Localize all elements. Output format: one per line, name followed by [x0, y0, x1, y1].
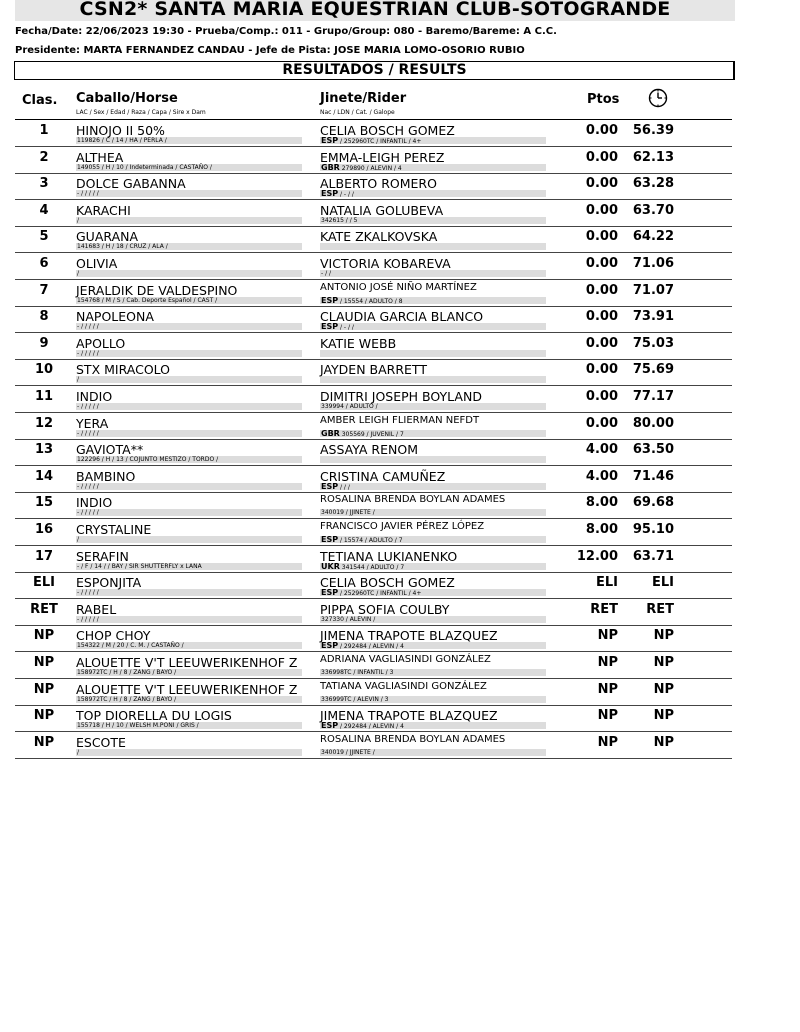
rider-detail-bar — [320, 456, 546, 463]
table-row — [0, 572, 800, 599]
horse-name: ESCOTE — [76, 734, 126, 750]
results-label: RESULTADOS / RESULTS — [282, 62, 467, 78]
horse-detail: 155718 / H / 10 / WELSH M.PONI / GRIS / — [77, 722, 199, 730]
rider-detail-bar — [320, 243, 546, 250]
time-cell: NP — [653, 681, 674, 697]
horse-detail-bar — [76, 616, 302, 623]
rank-cell: NP — [33, 655, 55, 670]
horse-detail-bar — [76, 270, 302, 277]
rider-nationality: ESP — [321, 189, 339, 199]
horse-name: GUARANA — [76, 229, 139, 245]
points-cell: 4.00 — [585, 468, 618, 484]
rank-cell: 6 — [39, 256, 49, 271]
horse-name: JERALDIK DE VALDESPINO — [76, 282, 238, 298]
horse-detail: - / / / / / — [77, 589, 99, 597]
rider-detail — [321, 164, 402, 172]
horse-detail-bar — [76, 749, 302, 756]
horse-name: DOLCE GABANNA — [76, 176, 186, 192]
table-row — [0, 519, 800, 546]
rank-cell: NP — [33, 681, 55, 697]
rider-column-header: Jinete/Rider — [320, 91, 407, 106]
points-cell: 0.00 — [585, 229, 618, 245]
time-cell: 63.70 — [632, 202, 674, 218]
rider-name: PIPPA SOFIA COULBY — [320, 601, 450, 617]
rider-detail — [321, 536, 403, 544]
points-cell: 4.00 — [585, 442, 618, 458]
rider-detail-text: 339994 / ADULTO / — [321, 403, 378, 410]
table-row — [0, 306, 800, 333]
horse-detail-bar — [76, 536, 302, 543]
horse-detail: 154322 / M / 20 / C. M. / CASTAÑO / — [77, 642, 184, 650]
rider-name: CELIA BOSCH GOMEZ — [320, 123, 455, 138]
rider-detail — [321, 217, 358, 224]
rank-cell: NP — [33, 734, 55, 750]
table-row — [0, 386, 800, 413]
horse-detail: - / / / / / — [77, 429, 99, 437]
time-cell: 95.10 — [632, 522, 674, 537]
rider-name: KATE ZKALKOVSKA — [320, 229, 438, 245]
rider-detail-text: / - / / — [338, 324, 354, 332]
rider-name: ADRIANA VAGLIASINDI GONZÁLEZ — [320, 654, 491, 665]
rank-cell: 9 — [39, 335, 49, 351]
horse-detail: - / / / / / — [77, 509, 99, 517]
horse-name: STX MIRACOLO — [76, 362, 171, 378]
rider-name: TETIANA LUKIANENKO — [320, 548, 458, 564]
rank-cell: 11 — [34, 389, 54, 404]
table-row — [0, 492, 800, 519]
points-cell: 0.00 — [585, 389, 618, 404]
rider-nationality: ESP — [321, 721, 339, 731]
points-cell: NP — [597, 628, 618, 644]
rider-detail-text: / 252960TC / INFANTIL / 4+ — [338, 590, 422, 598]
time-cell: 77.17 — [632, 389, 674, 404]
points-cell: ELI — [595, 575, 618, 591]
horse-detail: - / / / / / — [77, 323, 99, 331]
rider-detail — [321, 137, 421, 145]
time-cell: 71.07 — [632, 282, 674, 298]
horse-name: KARACHI — [76, 202, 131, 218]
horse-detail: / — [77, 270, 80, 277]
rider-detail — [321, 722, 404, 730]
horse-detail: 158972TC / H / 8 / ZANG / BAYO / — [77, 669, 177, 676]
rider-name: CELIA BOSCH GOMEZ — [320, 575, 455, 591]
rider-detail-text: / 15574 / ADULTO / 7 — [338, 537, 403, 544]
time-cell: 71.06 — [632, 256, 674, 271]
rider-name: TATIANA VAGLIASINDI GONZÁLEZ — [320, 680, 487, 692]
time-cell: 63.71 — [632, 548, 674, 564]
rider-nationality: ESP — [321, 322, 339, 332]
time-cell: ELI — [651, 575, 674, 591]
rank-cell: ELI — [32, 575, 55, 591]
points-cell: NP — [597, 708, 618, 724]
rank-cell: 16 — [34, 522, 54, 537]
rider-detail — [321, 270, 331, 277]
rider-name: JIMENA TRAPOTE BLAZQUEZ — [320, 628, 498, 644]
time-cell: 63.28 — [632, 176, 674, 192]
rider-name: ALBERTO ROMERO — [320, 176, 437, 192]
rider-detail-text: / 15554 / ADULTO / 8 — [338, 297, 403, 305]
row-divider — [15, 758, 732, 759]
points-cell: 0.00 — [585, 415, 618, 431]
table-row — [0, 173, 800, 200]
horse-name: ESPONJITA — [76, 575, 142, 591]
points-cell: 0.00 — [585, 335, 618, 351]
time-cell: RET — [646, 601, 674, 617]
table-row — [0, 226, 800, 253]
points-cell: 8.00 — [585, 522, 618, 537]
rider-nationality: ESP — [321, 535, 339, 544]
rider-detail — [321, 616, 375, 623]
rider-detail — [321, 323, 354, 331]
time-cell: 69.68 — [632, 495, 674, 511]
table-row — [0, 120, 800, 147]
table-row — [0, 679, 800, 706]
points-cell: 0.00 — [585, 309, 618, 325]
horse-name: RABEL — [76, 601, 117, 617]
horse-detail-bar — [76, 323, 302, 330]
points-cell: 0.00 — [585, 202, 618, 218]
rider-detail-bar — [320, 270, 546, 277]
horse-detail-bar — [76, 509, 302, 516]
rider-detail — [321, 669, 393, 676]
rider-detail — [321, 430, 404, 438]
horse-detail-bar — [76, 589, 302, 596]
time-cell: 80.00 — [632, 415, 674, 431]
rank-cell: 4 — [39, 202, 49, 218]
horse-name: ALTHEA — [76, 149, 124, 165]
time-cell: 73.91 — [632, 309, 674, 325]
points-cell: NP — [597, 681, 618, 697]
rider-detail — [321, 297, 403, 305]
table-row — [0, 705, 800, 732]
rider-name: VICTORIA KOBAREVA — [320, 256, 451, 271]
rank-cell: 7 — [39, 282, 49, 298]
table-row — [0, 439, 800, 466]
time-cell: 75.69 — [632, 362, 674, 378]
rank-cell: 5 — [39, 229, 49, 245]
rider-detail-bar — [320, 483, 546, 490]
rider-detail-text: 327330 / ALEVIN / — [321, 615, 376, 623]
rank-cell: 2 — [39, 149, 49, 165]
rider-name: ROSALINA BRENDA BOYLAN ADAMES — [320, 494, 506, 506]
time-cell: NP — [653, 628, 674, 644]
time-cell: 75.03 — [632, 335, 674, 351]
horse-name: TOP DIORELLA DU LOGIS — [76, 708, 232, 724]
rider-detail-text: / 292484 / ALEVIN / 4 — [338, 643, 404, 651]
rider-name: ASSAYA RENOM — [320, 442, 418, 458]
rider-detail-text: 342615 / / 5 — [321, 216, 358, 224]
rider-detail-text: 341544 / ADULTO / 7 — [339, 563, 405, 571]
horse-name: HINOJO II 50% — [76, 123, 165, 138]
horse-name: CHOP CHOY — [76, 628, 151, 644]
officials-line: Presidente: MARTA FERNANDEZ CANDAU - Jefe de Pista: JOSE MARIA LOMO-OSORIO RUBIO — [15, 45, 525, 56]
points-cell: 0.00 — [585, 256, 618, 271]
rider-detail — [321, 563, 404, 571]
rider-detail — [321, 749, 375, 756]
table-row — [0, 625, 800, 652]
points-cell: 12.00 — [576, 548, 618, 564]
horse-name: ALOUETTE V'T LEEUWERIKENHOF Z — [76, 681, 298, 697]
horse-name: ALOUETTE V'T LEEUWERIKENHOF Z — [76, 655, 298, 670]
time-cell: 71.46 — [632, 468, 674, 484]
rider-nationality: ESP — [321, 641, 339, 651]
horse-name: GAVIOTA** — [76, 442, 144, 458]
rider-nationality: ESP — [321, 136, 339, 145]
rider-nationality: UKR — [321, 561, 340, 571]
points-column-header: Ptos — [587, 92, 620, 107]
horse-detail: - / / / / / — [77, 403, 99, 410]
horse-name: CRYSTALINE — [76, 522, 152, 537]
rider-detail — [321, 642, 404, 650]
rank-cell: NP — [33, 628, 55, 644]
horse-detail: / — [77, 536, 80, 543]
rider-detail-text: - / / — [321, 270, 332, 277]
time-cell: 64.22 — [632, 229, 674, 245]
rider-detail-text: 336999TC / ALEVIN / 3 — [321, 695, 389, 703]
rider-nationality: GBR — [321, 428, 340, 438]
points-cell: 0.00 — [585, 362, 618, 378]
clock-icon — [648, 88, 668, 108]
horse-name: NAPOLEONA — [76, 309, 154, 325]
points-cell: 0.00 — [585, 176, 618, 192]
rider-detail-text: 279890 / ALEVIN / 4 — [339, 164, 402, 172]
horse-detail: - / F / 14 / / BAY / SIR SHUTTERFLY x LANA — [77, 562, 202, 570]
rider-name: FRANCISCO JAVIER PÉREZ LÓPEZ — [320, 521, 485, 532]
horse-name: YERA — [76, 415, 109, 431]
table-row — [0, 732, 800, 759]
horse-column-header: Caballo/Horse — [76, 91, 178, 106]
horse-detail-bar — [76, 430, 302, 437]
rider-name: CRISTINA CAMUÑEZ — [320, 468, 446, 484]
table-row — [0, 546, 800, 573]
horse-detail: / — [77, 748, 80, 756]
info-line: Fecha/Date: 22/06/2023 19:30 - Prueba/Comp.: 011 - Grupo/Group: 080 - Baremo/Bareme: A C.C. — [15, 26, 557, 37]
horse-name: OLIVIA — [76, 256, 118, 271]
horse-detail: 154768 / M / S / Cab. Deporte Español / CAST / — [77, 296, 218, 304]
rider-detail-text: 340019 / JJINETE / — [321, 748, 375, 756]
rider-detail-text: / - / / — [338, 191, 354, 199]
horse-detail: 149055 / H / 10 / Indeterminada / CASTAÑO / — [77, 163, 212, 171]
rank-cell: NP — [33, 708, 55, 724]
rider-detail-text: 305569 / JUVENIL / 7 — [339, 430, 404, 438]
horse-column-subheader: LAC / Sex / Edad / Raza / Capa / Sire x Dam — [76, 109, 206, 116]
horse-detail: 122296 / H / 13 / COJUNTO MESTIZO / TORDO / — [77, 456, 219, 464]
horse-name: APOLLO — [76, 335, 126, 351]
rider-detail-text: / / / — [338, 483, 350, 491]
table-row — [0, 359, 800, 386]
table-row — [0, 466, 800, 493]
rank-cell: 15 — [34, 495, 54, 511]
horse-name: INDIO — [76, 495, 113, 511]
rider-detail-text: / 252960TC / INFANTIL / 4+ — [338, 138, 422, 145]
table-row — [0, 652, 800, 679]
time-cell: NP — [653, 708, 674, 724]
rider-detail-bar — [320, 376, 546, 383]
horse-detail-bar — [76, 403, 302, 410]
horse-detail: - / / / / / — [77, 615, 99, 623]
rank-cell: RET — [30, 601, 58, 617]
horse-name: INDIO — [76, 389, 113, 404]
rider-name: DIMITRI JOSEPH BOYLAND — [320, 389, 482, 404]
rank-cell: 12 — [34, 415, 54, 431]
points-cell: 0.00 — [585, 123, 618, 138]
horse-name: SERAFIN — [76, 548, 129, 564]
horse-detail: 158972TC / H / 8 / ZANG / BAYO / — [77, 695, 177, 703]
rider-nationality: ESP — [321, 588, 339, 598]
horse-detail: - / / / / / — [77, 349, 99, 357]
rider-name: JIMENA TRAPOTE BLAZQUEZ — [320, 708, 498, 724]
table-row — [0, 599, 800, 626]
rider-detail — [321, 589, 421, 597]
time-cell: 56.39 — [632, 123, 674, 138]
horse-detail: - / / / / / — [77, 482, 99, 490]
horse-detail: / — [77, 376, 80, 384]
rider-detail-bar — [320, 350, 546, 357]
rider-name: AMBER LEIGH FLIERMAN NEFDT — [320, 414, 480, 426]
rider-detail-text: 340019 / JJINETE / — [321, 509, 375, 517]
rider-nationality: ESP — [321, 295, 339, 305]
rider-detail — [321, 483, 350, 491]
horse-detail-bar — [76, 376, 302, 383]
horse-detail-bar — [76, 350, 302, 357]
rank-cell: 14 — [34, 468, 54, 484]
rider-name: CLAUDIA GARCIA BLANCO — [320, 309, 484, 325]
rider-detail-text: 336998TC / INFANTIL / 3 — [321, 669, 394, 676]
horse-detail-bar — [76, 190, 302, 197]
horse-name: BAMBINO — [76, 468, 136, 484]
rider-nationality: ESP — [321, 481, 339, 491]
table-row — [0, 200, 800, 227]
rank-cell: 8 — [39, 309, 49, 325]
time-cell: NP — [653, 655, 674, 670]
rank-cell: 3 — [39, 176, 49, 192]
time-cell: 63.50 — [632, 442, 674, 458]
rank-cell: 17 — [34, 548, 54, 564]
horse-detail: - / / / / / — [77, 190, 99, 198]
rider-column-subheader: Nac / LDN / Cat. / Galope — [320, 109, 395, 116]
rider-name: ROSALINA BRENDA BOYLAN ADAMES — [320, 733, 506, 745]
rider-name: ANTONIO JOSÉ NIÑO MARTÍNEZ — [320, 281, 477, 293]
table-row — [0, 280, 800, 307]
rider-detail-text: / 292484 / ALEVIN / 4 — [338, 723, 404, 731]
points-cell: 0.00 — [585, 149, 618, 165]
rank-cell: 1 — [39, 123, 49, 138]
points-cell: NP — [597, 734, 618, 750]
rank-cell: 10 — [34, 362, 54, 378]
points-cell: NP — [597, 655, 618, 670]
points-cell: RET — [590, 601, 618, 617]
rank-cell: 13 — [34, 442, 54, 458]
horse-detail: 141683 / H / 18 / CRUZ / ALA / — [77, 243, 168, 251]
rider-name: EMMA-LEIGH PEREZ — [320, 149, 445, 165]
rider-nationality: GBR — [321, 162, 340, 172]
rider-detail — [321, 696, 389, 703]
table-row — [0, 413, 800, 440]
points-cell: 8.00 — [585, 495, 618, 511]
time-cell: NP — [653, 734, 674, 750]
points-cell: 0.00 — [585, 282, 618, 298]
horse-detail-bar — [76, 483, 302, 490]
horse-detail: 119826 / C / 14 / HA / PERLA / — [77, 137, 167, 144]
horse-detail: / — [77, 216, 80, 224]
horse-detail-bar — [76, 217, 302, 224]
rider-detail — [321, 403, 378, 410]
rider-detail — [321, 190, 354, 198]
table-row — [0, 333, 800, 360]
rider-name: KATIE WEBB — [320, 335, 397, 351]
rider-name: JAYDEN BARRETT — [320, 362, 427, 378]
page-title: CSN2* SANTA MARIA EQUESTRIAN CLUB-SOTOGRANDE — [79, 0, 671, 20]
rider-detail — [321, 509, 375, 516]
table-row — [0, 147, 800, 174]
time-cell: 62.13 — [632, 149, 674, 165]
rank-column-header: Clas. — [22, 93, 58, 108]
table-row — [0, 253, 800, 280]
rider-name: NATALIA GOLUBEVA — [320, 202, 444, 218]
